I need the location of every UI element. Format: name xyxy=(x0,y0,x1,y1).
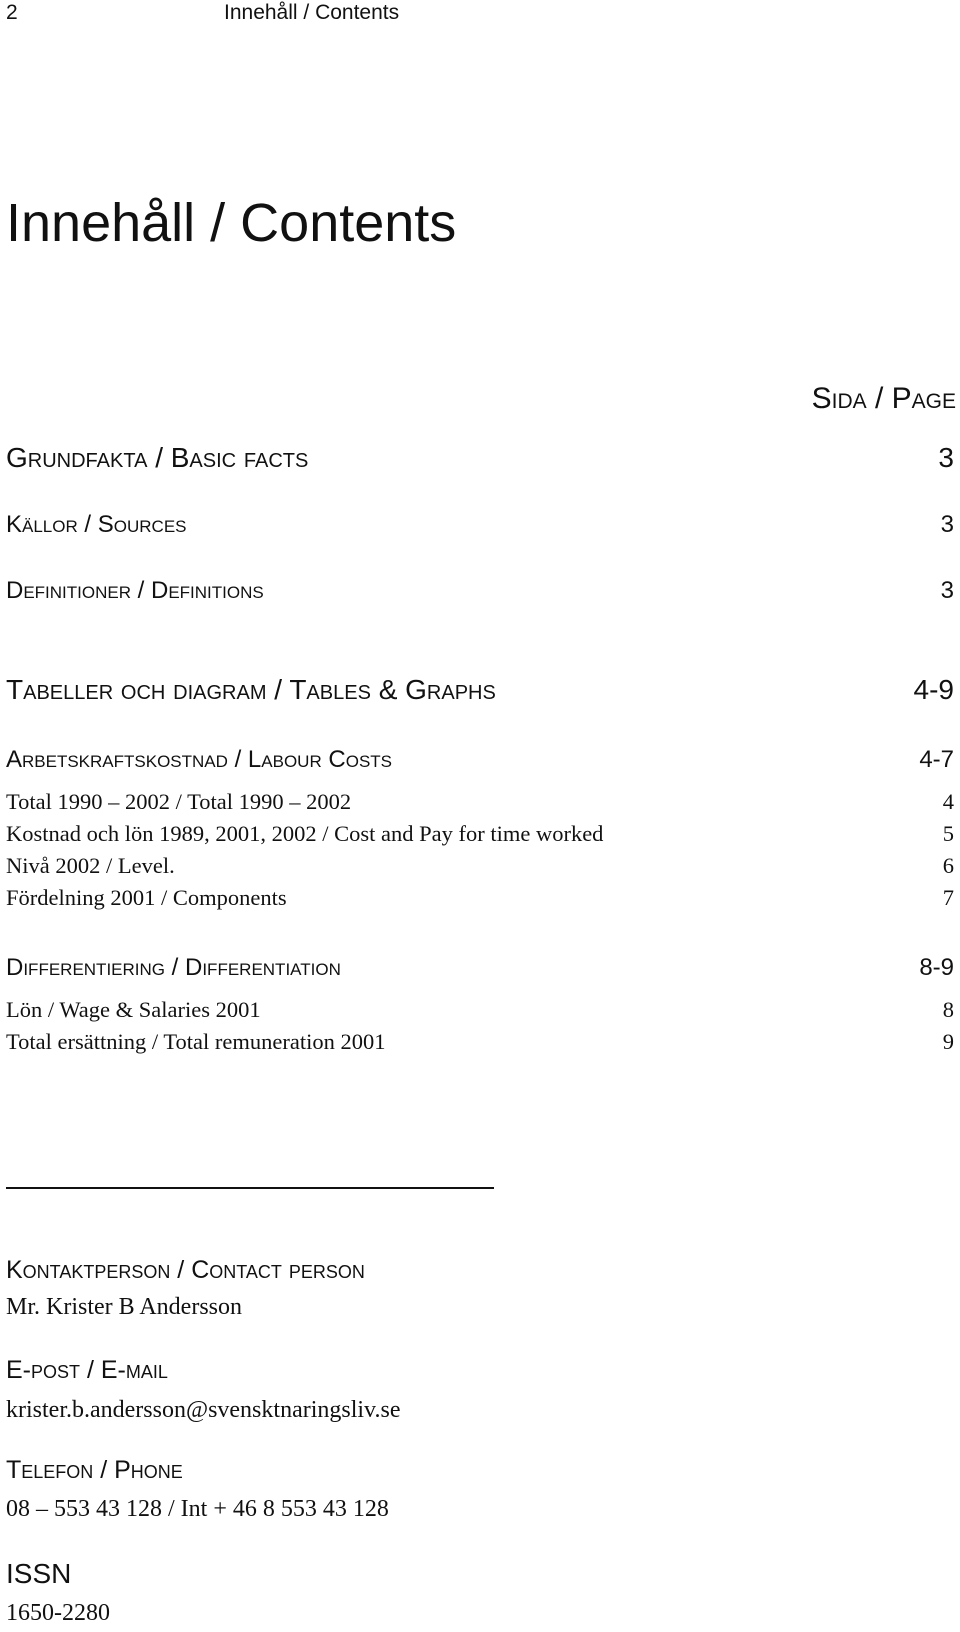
toc-page: 3 xyxy=(940,511,954,538)
toc-label: Differentiering / Differentiation xyxy=(6,954,341,981)
divider-rule xyxy=(6,1187,494,1189)
toc-label: Grundfakta / Basic facts xyxy=(6,442,309,473)
toc-entry-page: 5 xyxy=(942,821,954,846)
toc-entry-label: Total 1990 – 2002 / Total 1990 – 2002 xyxy=(6,789,352,814)
toc-entry-page: 4 xyxy=(942,789,954,814)
toc-entry xyxy=(6,788,954,816)
toc-page: 4-9 xyxy=(913,674,954,705)
toc-entry xyxy=(6,820,954,848)
toc-entry-label: Kostnad och lön 1989, 2001, 2002 / Cost and Pay for time worked xyxy=(6,821,604,846)
page-column-heading: Sida / Page xyxy=(811,382,956,415)
toc-entry-page: 8 xyxy=(942,997,954,1022)
toc-tables-graphs xyxy=(6,672,954,708)
toc-entry-label: Nivå 2002 / Level. xyxy=(6,853,175,878)
toc-entry xyxy=(6,996,954,1024)
contact-person-name: Mr. Krister B Andersson xyxy=(6,1294,242,1320)
toc-entry-page: 7 xyxy=(942,885,954,910)
toc-labour-costs xyxy=(6,745,954,775)
issn-value: 1650-2280 xyxy=(6,1600,110,1626)
toc-entry-label: Fördelning 2001 / Components xyxy=(6,885,287,910)
toc-label: Tabeller och diagram / Tables & Graphs xyxy=(6,674,496,705)
email-value: krister.b.andersson@svensktnaringsliv.se xyxy=(6,1397,401,1423)
running-head: Innehåll / Contents xyxy=(224,1,400,24)
email-label: E-post / E-mail xyxy=(6,1356,168,1384)
toc-entry xyxy=(6,1028,954,1056)
phone-value: 08 – 553 43 128 / Int + 46 8 553 43 128 xyxy=(6,1496,389,1522)
toc-entry-page: 9 xyxy=(942,1029,954,1054)
toc-sources xyxy=(6,510,954,540)
toc-page: 8-9 xyxy=(919,954,954,981)
toc-definitions xyxy=(6,576,954,606)
toc-page: 3 xyxy=(940,577,954,604)
toc-entry xyxy=(6,884,954,912)
toc-basic-facts xyxy=(6,440,954,476)
toc-label: Arbetskraftskostnad / Labour Costs xyxy=(6,746,393,773)
phone-label: Telefon / Phone xyxy=(6,1456,183,1484)
page-number: 2 xyxy=(6,1,18,24)
toc-entry-label: Total ersättning / Total remuneration 2001 xyxy=(6,1029,386,1054)
toc-entry-label: Lön / Wage & Salaries 2001 xyxy=(6,997,261,1022)
toc-page: 4-7 xyxy=(919,746,954,773)
toc-label: Källor / Sources xyxy=(6,511,187,538)
contact-person-label: Kontaktperson / Contact person xyxy=(6,1256,365,1284)
issn-label: ISSN xyxy=(6,1558,72,1589)
page-title: Innehåll / Contents xyxy=(6,193,457,253)
toc-entry-page: 6 xyxy=(942,853,954,878)
toc-entry xyxy=(6,852,954,880)
toc-differentiation xyxy=(6,953,954,983)
toc-label: Definitioner / Definitions xyxy=(6,577,264,604)
toc-page: 3 xyxy=(938,442,954,473)
